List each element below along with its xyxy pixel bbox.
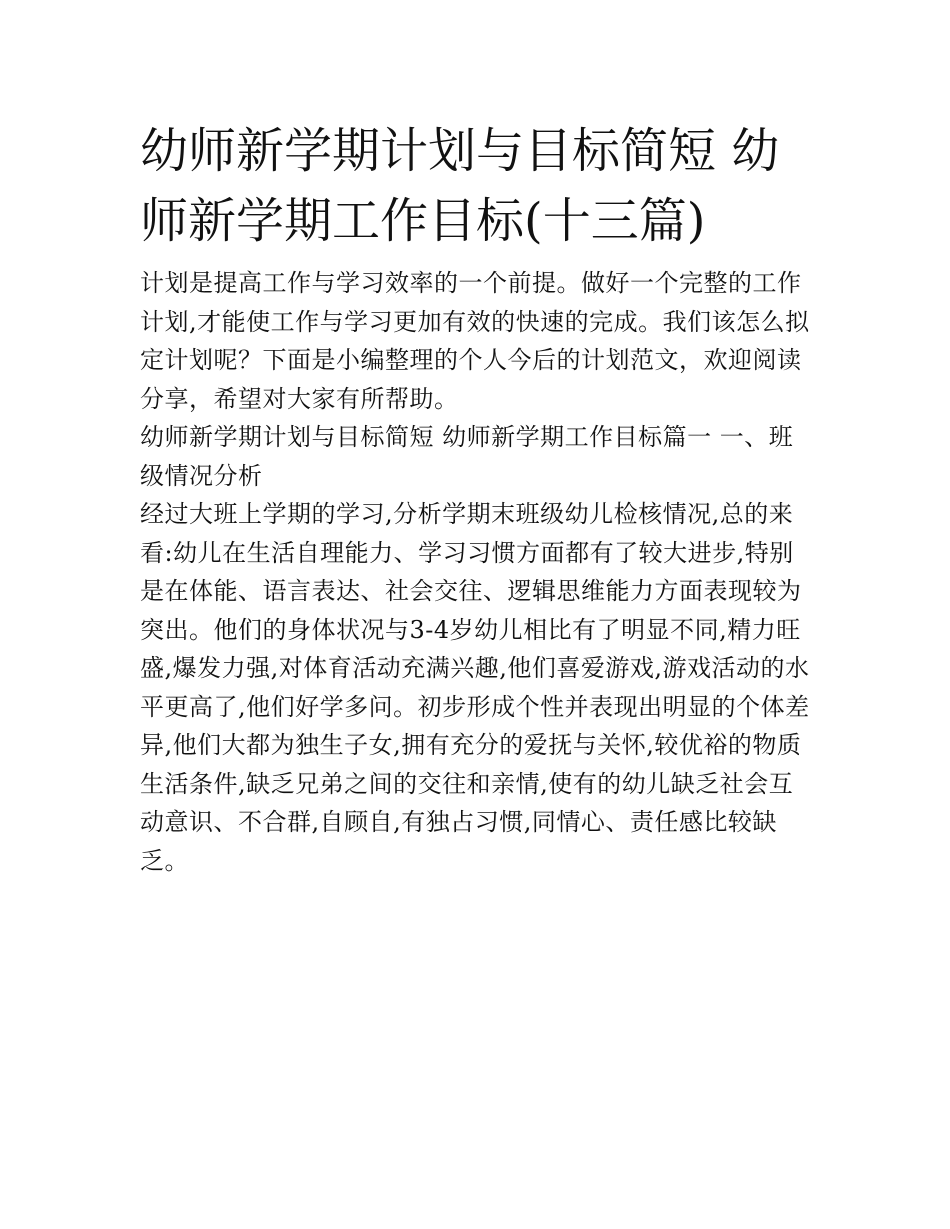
- document-title: 幼师新学期计划与目标简短 幼师新学期工作目标(十三篇): [140, 123, 780, 249]
- class-analysis-paragraph: 经过大班上学期的学习,分析学期末班级幼儿检核情况,总的来看:幼儿在生活自理能力、学习习惯方面都有了较大进步,特别是在体能、语言表达、社会交往、逻辑思维能力方面表现较为突出。他们的身体状况与3-4岁幼儿相比有了明显不同,精力旺盛,爆发力强,对体育活动充满兴趣,他们喜爱游戏,游戏活动的水平更高了,他们好学多问。初步形成个性并表现出明显的个体差异,他们大都为独生子女,拥有充分的爱抚与关怀,较优裕的物质生活条件,缺乏兄弟之间的交往和亲情,使有的幼儿缺乏社会互动意识、不合群,自顾自,有独占习惯,同情心、责任感比较缺乏。: [140, 500, 810, 875]
- section-heading-paragraph: 幼师新学期计划与目标简短 幼师新学期工作目标篇一 一、班级情况分析: [140, 423, 794, 490]
- intro-paragraph: 计划是提高工作与学习效率的一个前提。做好一个完整的工作计划,才能使工作与学习更加有效的快速的完成。我们该怎么拟定计划呢？下面是小编整理的个人今后的计划范文，欢迎阅读分享，希望对大家有所帮助。: [140, 269, 810, 413]
- document-page: [140, 116, 812, 880]
